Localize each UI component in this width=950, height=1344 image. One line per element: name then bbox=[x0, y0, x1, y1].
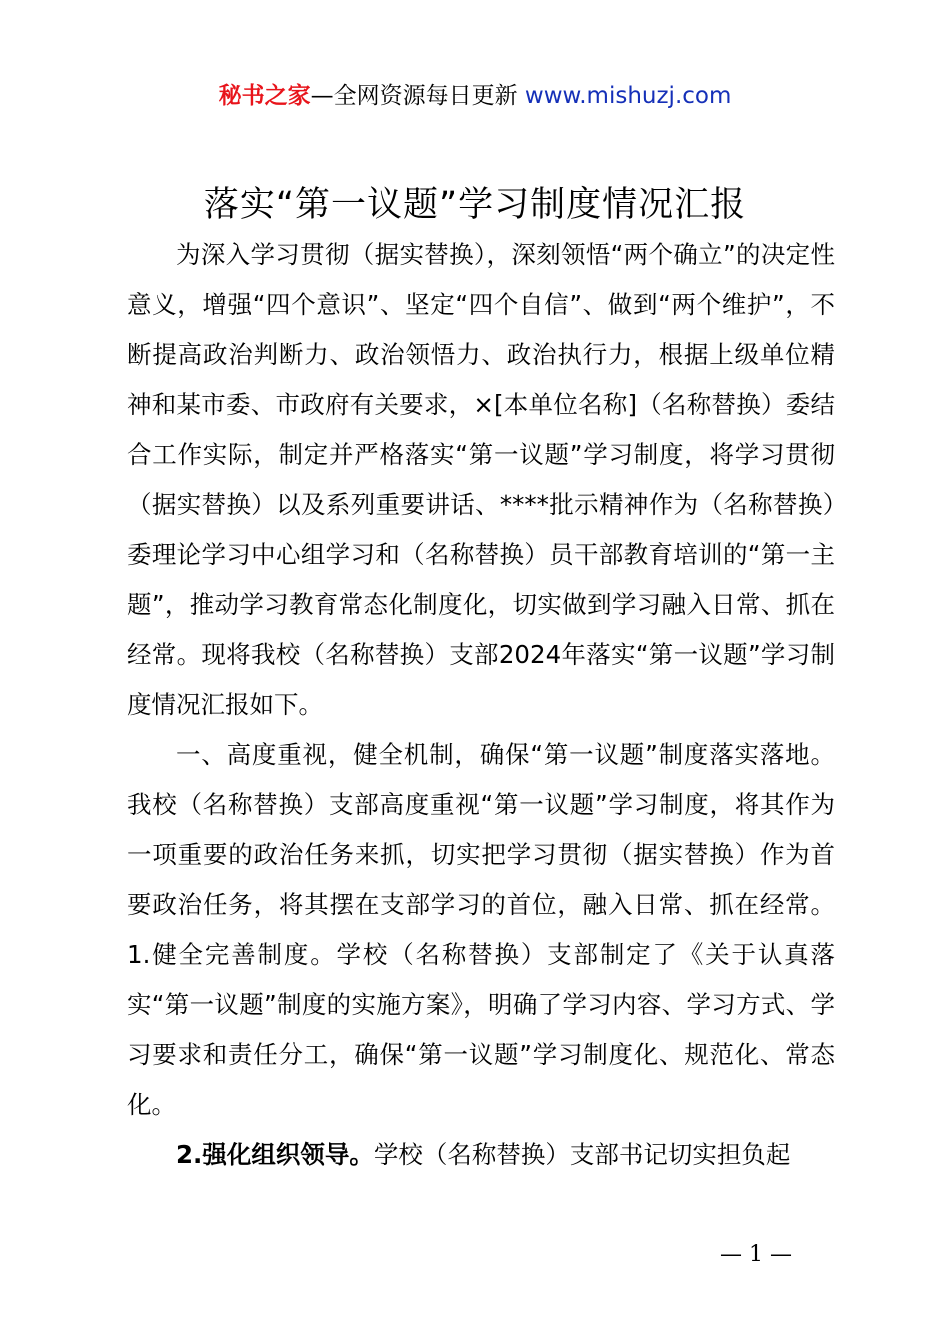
subheading-strengthen-leadership: 2.强化组织领导。 bbox=[176, 1140, 374, 1169]
site-brand: 秘书之家 bbox=[218, 83, 311, 109]
paragraph-intro: 为深入学习贯彻（据实替换），深刻领悟“两个确立”的决定性意义，增强“四个意识”、坚定“四个自信”、做到“两个维护”，不断提高政治判断力、政治领悟力、政治执行力，根据上级单位精神和某市委、市政府有关要求，×[本单位名称]（名称替换）委结合工作实际，制定并严格落实“第一议题”学习制度，将学习贯彻（据实替换）以及系列重要讲话、****批示精神作为（名称替换）委理论学习中心组学习和（名称替换）员干部教育培训的“第一主题”，推动学习教育常态化制度化，切实做到学习融入日常、抓在经常。现将我校（名称替换）支部2024年落实“第一议题”学习制度情况汇报如下。 bbox=[127, 240, 835, 719]
header-dash: — bbox=[310, 83, 334, 109]
header-tagline: 全网资源每日更新 bbox=[333, 83, 518, 109]
document-title: 落实“第一议题”学习制度情况汇报 bbox=[203, 185, 747, 225]
page-number: — 1 — bbox=[720, 1242, 792, 1267]
site-header bbox=[0, 80, 950, 112]
paragraph-organization-leadership bbox=[127, 1130, 835, 1180]
site-url-link[interactable]: www.mishuzj.com bbox=[524, 83, 732, 109]
document-body bbox=[127, 230, 835, 1180]
paragraph-organization-text: 学校（名称替换）支部书记切实担负起 bbox=[373, 1140, 791, 1169]
paragraph-section-one: 一、高度重视，健全机制，确保“第一议题”制度落实落地。我校（名称替换）支部高度重视“第一议题”学习制度，将其作为一项重要的政治任务来抓，切实把学习贯彻（据实替换）作为首要政治任务，将其摆在支部学习的首位，融入日常、抓在经常。1.健全完善制度。学校（名称替换）支部制定了《关于认真落实“第一议题”制度的实施方案》，明确了学习内容、学习方式、学习要求和责任分工，确保“第一议题”学习制度化、规范化、常态化。 bbox=[127, 740, 835, 1119]
